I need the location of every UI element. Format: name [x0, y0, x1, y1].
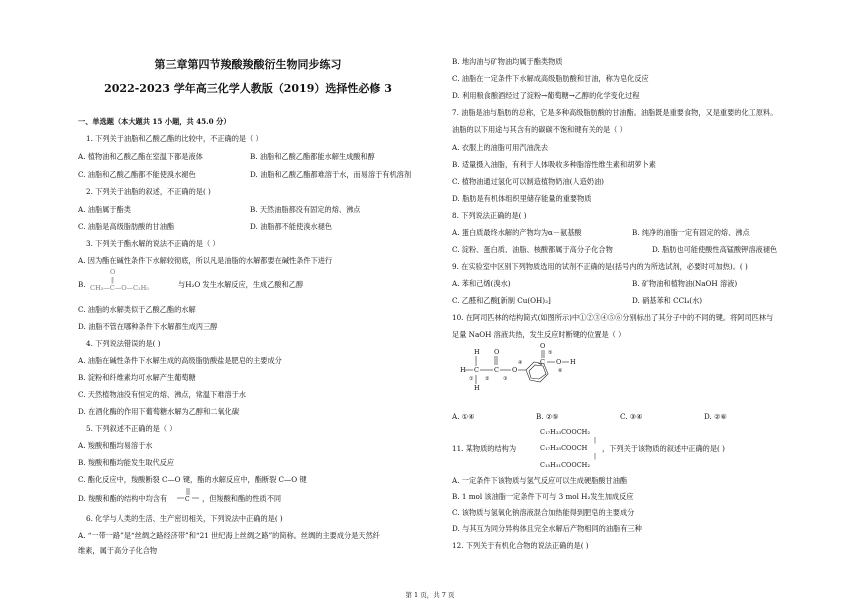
q1-option-a: A. 植物油和乙酸乙酯在室温下都是液体	[78, 152, 203, 161]
question-2: 2. 下列关于油脂的叙述，不正确的是( )	[86, 187, 211, 196]
question-9: 9. 在实验室中区别下列物质选用的试剂不正确的是(括号内的为所选试剂，必要时可加热)。( )	[452, 262, 748, 271]
q4-option-a: A. 油脂在碱性条件下水解生成的高级脂肪酸盐是肥皂的主要成分	[78, 356, 282, 365]
q3-option-b-label: B.	[78, 280, 86, 289]
q11-option-a: A. 一定条件下该物质与氢气反应可以生成硬脂酸甘油酯	[452, 476, 628, 485]
question-1: 1. 下列关于油脂和乙酸乙酯的比较中，不正确的是（ ）	[86, 134, 263, 143]
q9-option-d: D. 硝基苯和 CCl₄(水)	[632, 296, 703, 305]
q11-option-d: D. 与其互为同分异构体且完全水解后产物相同的油脂有三种	[452, 524, 642, 533]
q2-option-a: A. 油脂属于酯类	[78, 205, 131, 214]
q6-option-d: D. 利用粮食酿酒经过了淀粉→葡萄糖→乙醇的化学变化过程	[452, 91, 640, 100]
q8-option-a: A. 蛋白质最终水解的产物均为α－氨基酸	[452, 228, 582, 237]
bond-marker-3: ③	[503, 376, 508, 382]
aspirin-h-bottom: H	[474, 384, 480, 392]
q6-option-a-line2: 维素，属于高分子化合物	[78, 546, 158, 555]
q7-option-c: C. 植物油通过氢化可以制造植物奶油(人造奶油)	[452, 177, 604, 186]
aspirin-o-carbonyl: O	[494, 348, 500, 356]
q9-option-a: A. 苯和己烯(溴水)	[452, 279, 511, 288]
bond-marker-1: ①	[469, 376, 474, 382]
aspirin-c-methyl: C	[474, 366, 479, 374]
lipid-chain-3: C₁₅H₃₁COOCH₂	[540, 461, 590, 469]
q4-option-c: C. 天然植物油没有恒定的熔、沸点，常温下难溶于水	[78, 390, 246, 399]
aspirin-c-carbonyl: C	[494, 366, 499, 374]
aspirin-o-top: O	[540, 342, 546, 350]
q5-option-a: A. 羧酸和酯均易溶于水	[78, 441, 153, 450]
q9-option-b: B. 矿物油和植物油(NaOH 溶液)	[632, 279, 738, 288]
q6-option-a-line1: A. “一带一路”是“丝绸之路经济带”和“21 世纪海上丝绸之路”的简称。丝绸的主要成分是天然纤	[78, 531, 380, 540]
q2-option-d: D. 油脂都不能使溴水褪色	[250, 222, 332, 231]
lipid-bond-icon-1: |	[594, 437, 597, 444]
aspirin-c-carboxyl: C	[540, 358, 545, 366]
q4-option-b: B. 淀粉和纤维素均可水解产生葡萄糖	[78, 373, 196, 382]
question-3: 3. 下列关于酯水解的说法不正确的是（ ）	[86, 239, 220, 248]
section-heading: 一、单选题（本大题共 15 小题，共 45.0 分）	[78, 117, 231, 126]
aspirin-h-top: H	[474, 348, 480, 356]
carbonyl-group-icon	[174, 486, 200, 506]
ester-carbonyl-o: O	[110, 268, 116, 276]
q10-option-a: A. ①④	[452, 412, 475, 421]
q3-option-c: C. 油脂的水解类似于乙酸乙酯的水解	[78, 305, 196, 314]
q3-option-b-text: 与H₂O 发生水解反应，生成乙酸和乙醇	[178, 280, 304, 289]
page-footer: 第 1 页，共 7 页	[405, 591, 455, 599]
q10-option-c: C. ③④	[620, 412, 643, 421]
question-8: 8. 下列说法正确的是( )	[452, 211, 527, 220]
page-subtitle: 2022-2023 学年高三化学人教版（2019）选择性必修 3	[104, 82, 392, 95]
aspirin-o-hydroxyl: O	[556, 358, 562, 366]
question-12: 12. 下列关于有机化合物的说法正确的是( )	[452, 541, 589, 550]
lipid-bond-icon-2: |	[594, 453, 597, 460]
question-4: 4. 下列说法错误的是( )	[86, 339, 161, 348]
question-10-line2: 足量 NaOH 溶液共热，发生反应时断键的位置是（ ）	[452, 330, 626, 339]
q1-option-c: C. 油脂和乙酸乙酯都不能使溴水褪色	[78, 170, 196, 179]
q8-option-c: C. 淀粉、蛋白质、油脂、核酸都属于高分子化合物	[452, 245, 613, 254]
q2-option-c: C. 油脂是高级脂肪酸的甘油酯	[78, 222, 175, 231]
ester-double-bond-icon: ‖	[111, 277, 114, 284]
page-title: 第三章第四节羧酸羧酸衍生物同步练习	[154, 58, 342, 71]
lipid-chain-1: C₁₇H₃₃COOCH₂	[540, 428, 590, 436]
question-7-line2: 油脂的以下用途与其含有的碳碳不饱和键有关的是（ ）	[452, 125, 627, 134]
q11-option-c: C. 该物质与氢氧化钠溶液混合加热能得到肥皂的主要成分	[452, 508, 635, 517]
q3-option-a: A. 因为酯在碱性条件下水解较彻底，所以凡是油脂的水解都要在碱性条件下进行	[78, 256, 333, 265]
q4-option-d: D. 在酒化酶的作用下葡萄糖水解为乙醇和二氧化碳	[78, 407, 240, 416]
question-6: 6. 化学与人类的生活、生产密切相关，下列说法中正确的是( )	[86, 514, 283, 523]
q7-option-b: B. 适量摄入油脂，有利于人体吸收多种脂溶性维生素和胡萝卜素	[452, 160, 656, 169]
q2-option-b: B. 天然油脂都没有固定的熔、沸点	[250, 205, 361, 214]
question-11-prefix: 11. 某物质的结构为	[452, 444, 517, 453]
bond-marker-5: ⑤	[548, 350, 553, 356]
q6-option-b: B. 地沟油与矿物油均属于酯类物质	[452, 57, 563, 66]
q3-option-d: D. 油脂不管在哪种条件下水解都生成丙三醇	[78, 322, 218, 331]
ester-formula: CH₃—C—O—C₂H₅	[90, 284, 149, 292]
q6-option-c: C. 油脂在一定条件下水解成高级脂肪酸和甘油，称为皂化反应	[452, 74, 649, 83]
q1-option-d: D. 油脂和乙酸乙酯都难溶于水，而易溶于有机溶剂	[250, 170, 412, 179]
svg-text:C: C	[185, 496, 190, 503]
aspirin-h-hydroxyl: H	[570, 358, 576, 366]
q7-option-d: D. 脂肪是有机体组织里储存能量的重要物质	[452, 194, 592, 203]
bond-marker-6: ⑥	[558, 368, 563, 374]
q10-option-d: D. ②⑥	[704, 412, 727, 421]
question-5: 5. 下列叙述不正确的是（ ）	[86, 424, 177, 433]
q1-option-b: B. 油脂和乙酸乙酯都能水解生成酸和醇	[250, 152, 375, 161]
bond-marker-2: ②	[485, 376, 490, 382]
q5-option-d-suffix: ，但羧酸和酯的性质不同	[202, 494, 282, 503]
q7-option-a: A. 衣服上的油脂可用汽油洗去	[452, 143, 549, 152]
q8-option-d: D. 脂肪也可能使酸性高锰酸钾溶液褪色	[652, 245, 778, 254]
lipid-chain-2: C₁₇H₃₅COOCH	[540, 444, 588, 452]
question-7-line1: 7. 油脂是油与脂肪的总称，它是多种高级脂肪酸的甘油酯。油脂既是重要食物，又是重要的化工原料。	[452, 108, 778, 117]
question-10-line1: 10. 在阿司匹林的结构简式(如图所示)中①②③④⑤⑥分别标出了其分子中的不同的键。将阿司匹林与	[452, 313, 774, 322]
q5-option-b: B. 羧酸和酯均能发生取代反应	[78, 458, 175, 467]
aspirin-structure	[458, 342, 578, 402]
question-11-suffix: ，下列关于该物质的叙述中正确的是( )	[602, 444, 725, 453]
aspirin-o-ester: O	[512, 366, 518, 374]
q5-option-c: C. 酯化反应中，羧酸断裂 C—O 键，酯的水解反应中，酯断裂 C—O 键	[78, 475, 307, 484]
bond-marker-4: ④	[518, 360, 523, 366]
q5-option-d-prefix: D. 羧酸和酯的结构中均含有	[78, 494, 168, 503]
aspirin-h-left: H	[460, 366, 466, 374]
q11-option-b: B. 1 mol 该油脂一定条件下可与 3 mol H₂发生加成反应	[452, 492, 634, 501]
q8-option-b: B. 纯净的油脂一定有固定的熔、沸点	[632, 228, 750, 237]
q9-option-c: C. 乙醛和乙酸[新制 Cu(OH)₂]	[452, 296, 551, 305]
q10-option-b: B. ②⑤	[536, 412, 559, 421]
